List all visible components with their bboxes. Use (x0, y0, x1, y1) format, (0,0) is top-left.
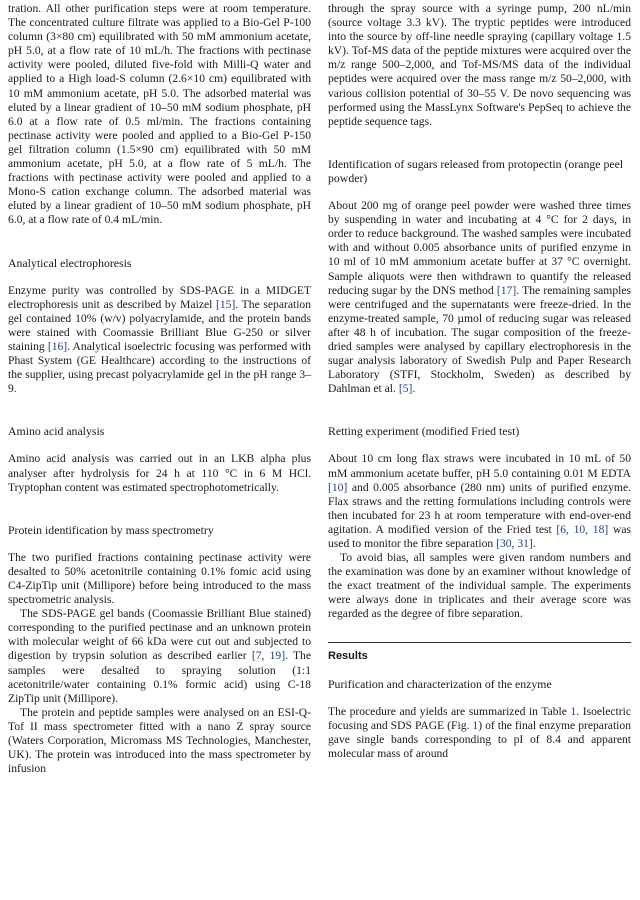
citation-link[interactable]: [30, 31] (496, 537, 533, 550)
mass-spec-continued-paragraph: through the spray source with a syringe pump, 200 nL/min (source voltage 3.3 kV). The tryptic peptides were introduced into the source by off-line needle spraying (capillary voltage 1.5 kV). Tof-MS data of the peptide mixtures were acquired over the m/z range 500–2,000, and Tof-MS/MS data of the individual peptides were acquired over the mass range m/z 50–2,000, with various collision potential of 30–55 V. De novo sequencing was performed using the MassLynx Software's PepSeq to achieve the peptide sequence tags. (328, 2, 631, 128)
sugars-paragraph: About 200 mg of orange peel powder were washed three times by suspending in water and incubating at 4 °C for 2 days, in order to reduce background. The washed samples were incubated with and without 0.005 absorbance units of purified enzyme in 10 ml of 10 mM ammonium acetate buffer at 37 °C overnight. Sample aliquots were then withdrawn to quantify the released reducing sugar by the DNS method [17]. The remaining samples were centrifuged and the supernatants were freeze-dried. In the enzyme-treated sample, 70 µmol of reducing sugar was released after 48 h of incubation. The sugar composition of the freeze-dried samples were analysed by capillary electrophoresis in the sugar analysis laboratory of Swedish Pulp and Paper Research Laboratory (STFI, Stockholm, Sweden) as described by Dahlman et al. [5]. (328, 199, 632, 396)
citation-link[interactable]: [10] (328, 480, 348, 494)
heading-retting-experiment: Retting experiment (modified Fried test) (328, 424, 520, 439)
table-link[interactable]: 1 (570, 704, 577, 718)
purification-results-paragraph: The procedure and yields are summarized in Table 1. Isoelectric focusing and SDS PAGE (Fig. 1) of the final enzyme preparation gave single bands corresponding to pI of 8.4 and apparent molecular mass of around (328, 704, 631, 760)
electrophoresis-paragraph: Enzyme purity was controlled by SDS-PAGE in a MIDGET electrophoresis unit as described by Maizel [15]. The separation gel contained 10% (w/v) polyacrylamide, and the protein bands were stained with Coomassie Brilliant Blue G-250 or silver staining [16]. Analytical isoelectric focusing was performed with Phast System (GE Healthcare) according to the instructions of the supplier, using precast polyacrylamide gel in the pH range 3–9. (8, 283, 312, 396)
mass-spec-paragraph-2: The SDS-PAGE gel bands (Coomassie Brilliant Blue stained) corresponding to the purified pectinase and an unknown protein with molecular weight of 66 kDa were cut out and subjected to digestion by trypsin solution as described earlier [7, 19]. The samples were desalted to spraying solution (1:1 acetonitrile/water containing 0.1% formic acid) using C-18 ZipTip unit (Millipore). (8, 607, 311, 705)
purification-steps-paragraph: tration. All other purification steps were at room temperature. The concentrated culture filtrate was applied to a Bio-Gel P-100 column (3×80 cm) equilibrated with 50 mM ammonium acetate, pH 5.0, at a flow rate of 10 mL/h. The fractions with pectinase activity were pooled, diluted five-fold with Milli-Q water and applied to a High load-S column (2.6×10 cm) equilibrated with 10 mM ammonium acetate, pH 5.0. The adsorbed material was eluted by a linear gradient of 10–50 mM sodium phosphate, pH 6.0 at a flow rate of 0.5 ml/min. The fractions containing pectinase activity were pooled and applied to a Bio-Gel P-150 gel filtration column (1.5×90 cm) equilibrated with 50 mM ammonium acetate, pH 5.0, at a flow rate of 5 mL/h. The fractions with pectinase activity were pooled and applied to a Mono-S cation exchange column. The adsorbed material was eluted by a linear gradient of 10–50 mM sodium phosphate, pH 6.0, at a flow rate of 0.4 mL/min. (8, 2, 311, 227)
left-column (8, 2, 311, 776)
retting-paragraph-1: About 10 cm long flax straws were incubated in 10 mL of 50 mM ammonium acetate buffer, pH 5.0 containing 0.01 M EDTA [10] and 0.005 absorbance (280 nm) units of purified enzyme. Flax straws and the retting formulations including controls were then incubated for 23 h at room temperature with end-over-end agitation. A modified version of the Fried test [6, 10, 18] was used to monitor the fibre separation [30, 31]. (328, 452, 631, 550)
right-column (328, 2, 631, 761)
heading-results: Results (328, 649, 368, 662)
heading-analytical-electrophoresis: Analytical electrophoresis (8, 255, 132, 270)
heading-purification-characterization: Purification and characterization of the enzyme (328, 676, 552, 691)
citation-link[interactable]: [5] (398, 382, 413, 396)
citation-link[interactable]: [17] (496, 283, 517, 297)
citation-link[interactable]: [15] (216, 297, 236, 311)
amino-acid-paragraph: Amino acid analysis was carried out in an LKB alpha plus analyser after hydrolysis for 24 h at 110 °C in 6 M HCl. Tryptophan content was estimated spectrophotometrically. (8, 452, 311, 494)
heading-protein-identification: Protein identification by mass spectrometry (8, 522, 214, 537)
citation-link[interactable]: [6, 10, 18] (556, 522, 609, 536)
figure-link[interactable]: 1 (472, 718, 479, 732)
retting-paragraph-2: To avoid bias, all samples were given random numbers and the examination was done by an examiner without knowledge of the exact treatment of the individual sample. The experiments were always done in triplicates and their average score was regarded as the degree of fibre separation. (328, 551, 631, 621)
heading-amino-acid-analysis: Amino acid analysis (8, 424, 105, 439)
citation-link[interactable]: [16] (47, 339, 68, 353)
mass-spec-paragraph-1: The two purified fractions containing pectinase activity were desalted to 50% acetonitrile containing 0.1% fomic acid using C4-ZipTip unit (Millipore) before being introduced to the mass spectrometric analysis. (8, 550, 311, 607)
mass-spec-paragraph-3: The protein and peptide samples were analysed on an ESI-Q-Tof II mass spectrometer fitted with a nano Z spray source (Waters Corporation, Micromass MS Technologies, Manchester, UK). The protein was introduced into the mass spectrometer by infusion (8, 705, 311, 776)
citation-link[interactable]: [7, 19] (251, 649, 286, 663)
heading-sugar-identification: Identification of sugars released from protopectin (orange peel powder) (328, 156, 624, 185)
